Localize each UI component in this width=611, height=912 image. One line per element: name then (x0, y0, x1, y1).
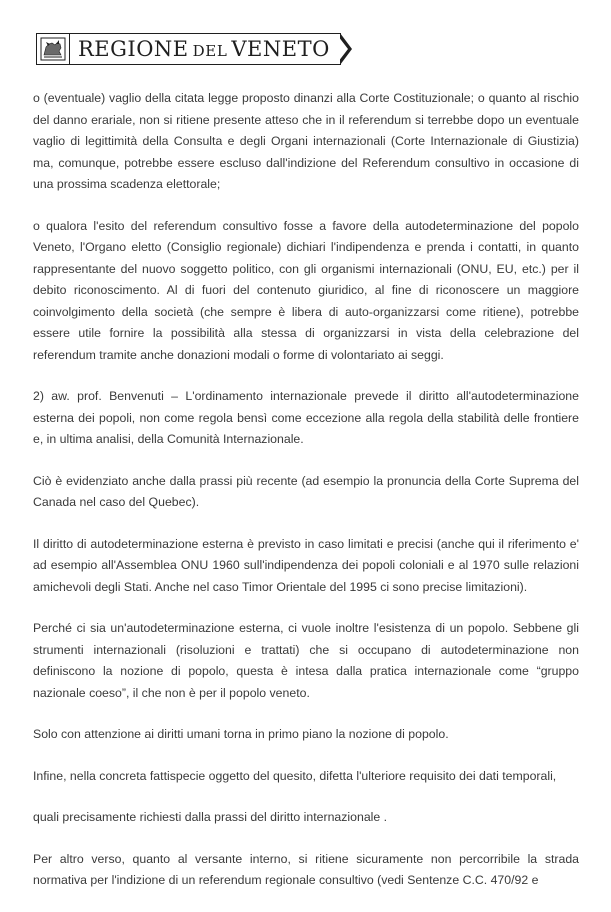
paragraph: Per altro verso, quanto al versante interno, si ritiene sicuramente non percorribile la strada normativa per l'indizione di un referendum regionale consultivo (vedi Sentenze C.C. 470/92 e (33, 851, 579, 887)
lion-seal-icon (37, 34, 70, 64)
paragraph: Perché ci sia un'autodeterminazione esterna, ci vuole inoltre l'esistenza di un popolo. Sebbene gli strumenti internazionali (risoluzioni e trattati) che si occupano di autodeterminazione non definiscono la nozione di popolo, questa è intesa dalla pratica internazionale come “gruppo nazionale coeso”, il che non è per il popolo veneto. (33, 621, 579, 700)
paragraph: Ciò è evidenziato anche dalla prassi più recente (ad esempio la pronuncia della Corte Suprema del Canada nel caso del Quebec). (33, 473, 579, 509)
logo-arrow-shape (340, 33, 352, 65)
logo-word-del: DEL (192, 42, 228, 60)
paragraph: quali precisamente richiesti dalla prassi del diritto internazionale . (33, 810, 388, 824)
page-header (36, 32, 352, 66)
paragraph: Infine, nella concreta fattispecie oggetto del quesito, difetta l'ulteriore requisito dei dati temporali, (33, 768, 557, 783)
paragraph: Il diritto di autodeterminazione esterna è previsto in caso limitati e precisi (anche qui il riferimento e' ad esempio all'Assemblea ONU 1960 sull'indipendenza dei popoli coloniali e al 1970 sulle relazioni amichevoli degli Stati. Anche nel caso Timor Orientale del 1995 ci sono precise limitazioni). (33, 536, 579, 594)
paragraph: Solo con attenzione ai diritti umani torna in primo piano la nozione di popolo. (33, 727, 449, 741)
logo-word-regione: REGIONE (78, 37, 189, 61)
logo-wordmark (78, 37, 330, 61)
paragraph: o (eventuale) vaglio della citata legge proposto dinanzi alla Corte Costituzionale; o quanto al rischio del danno erariale, non si ritiene presente atteso che in il referendum si terrebbe dopo un eventuale vaglio di legittimità della Consulta e degli Organi internazionali (Corte Internazionale di Giustizia) ma, comunque, potrebbe essere escluso dall'indizione del Referendum consultivo in occasione di una prossima scadenza elettorale; (33, 91, 579, 191)
paragraph: o qualora l'esito del referendum consultivo fosse a favore della autodeterminazione del popolo Veneto, l'Organo eletto (Consiglio regionale) dichiari l'indipendenza e prenda i contatti, in quanto rappresentante del nuovo soggetto politico, con gli organismi internazionali (ONU, EU, etc.) per il debito riconoscimento. Al di fuori del contenuto giuridico, al fine di riconoscere un maggiore coinvolgimento della società (che sempre è libera di auto-organizzarsi come ritiene), potrebbe essere utile fornire la possibilità alla stessa di organizzarsi in vista della celebrazione del referendum tramite anche donazioni modali o forme di volontariato ai seggi. (33, 218, 579, 362)
region-logo (36, 33, 341, 65)
paragraph: 2) aw. prof. Benvenuti – L'ordinamento internazionale prevede il diritto all'autodeterminazione esterna dei popoli, non come regola bensì come eccezione alla regola della stabilità delle frontiere e, in ultima analisi, della Comunità Internazionale. (33, 389, 579, 446)
document-body (33, 88, 579, 912)
logo-word-veneto: VENETO (231, 37, 330, 61)
